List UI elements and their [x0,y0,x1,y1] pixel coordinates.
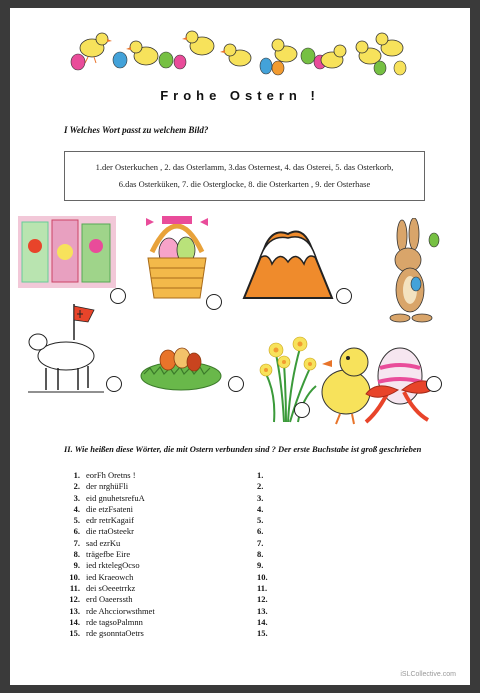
item-number: 5. [73,515,80,526]
list-item [64,526,264,537]
item-number: 6. [73,526,80,537]
answer-circle[interactable] [228,376,244,392]
list-item [64,515,264,526]
item-number: 13. [69,605,80,616]
answer-slot[interactable]: 8. [257,549,264,560]
item-number: 7. [73,537,80,548]
answer-circle[interactable] [336,288,352,304]
scrambled-word: die etzFsateni [86,503,133,514]
chick-icon [182,31,214,55]
answer-slot[interactable]: 4. [257,503,264,514]
item-number: 1. [73,470,80,480]
section1-question: I Welches Wort passt zu welchem Bild? [64,125,209,135]
word-list-line: 1.der Osterkuchen , 2. das Osterlamm, 3.das Osternest, 4. das Osterei, 5. das Osterkorb, [95,162,394,172]
scrambled-word: ied rktelegOcso [86,560,140,571]
item-number: 10. [69,571,80,582]
chick-icon [80,33,112,63]
word-list-line: 6.das Osterküken, 7. die Osterglocke, 8. die Osterkarten , 9. der Osterhase [118,179,371,189]
list-item [64,616,268,628]
scrambled-word: trägefbe Eire [86,549,131,560]
chick-icon [321,45,346,68]
nest-picture [136,336,226,394]
egg-icon [374,61,406,75]
answer-slot[interactable]: 13. [257,605,268,616]
scrambled-word: eid gnuhetsrefuA [86,492,145,503]
answer-circle[interactable] [110,288,126,304]
scrambled-word: rde tagsoPalmnn [86,616,143,627]
answer-slot[interactable]: 11. [257,582,268,593]
answer-slot[interactable]: 1. [257,470,264,480]
word-list-box [64,151,425,201]
worksheet-page [10,8,470,685]
scrambled-word: rde Ahcciorwsthmet [86,605,155,616]
answer-slot[interactable]: 14. [257,616,268,627]
egg-icon [159,52,186,69]
chick-icon [126,41,158,65]
scrambled-word: eorFh Oretns ! [86,470,136,480]
list-item [64,503,264,515]
item-number: 9. [73,560,80,571]
answer-slot[interactable]: 9. [257,560,264,571]
scrambled-word: edr retrKagaif [86,515,134,526]
scrambled-word: der nrghüFli [86,481,129,492]
answer-slot[interactable]: 10. [257,571,268,582]
list-item [64,605,268,617]
scrambled-word: erd Oaeerssth [86,594,133,605]
item-number: 8. [73,549,80,560]
scrambled-word: die rtaOsteekr [86,526,134,537]
section2-question: II. Wie heißen diese Wörter, die mit Ostern verbunden sind ? Der erste Buchstabe ist groß geschrieben [64,444,422,454]
list-item [64,571,268,583]
lamb-picture [24,300,108,398]
footer-watermark: iSLCollective.com [400,671,456,678]
item-number: 14. [69,616,80,627]
item-number: 2. [73,481,80,492]
answer-circle[interactable] [426,376,442,392]
chick-icon [272,39,297,62]
item-number: 12. [69,594,80,605]
scrambled-word: ied Kraeowch [86,571,134,582]
answer-slot[interactable]: 7. [257,537,264,548]
chick-icon [356,41,381,64]
cards-picture [18,216,116,288]
list-item [64,582,268,594]
answer-slot[interactable]: 15. [257,628,268,639]
answer-slot[interactable]: 6. [257,526,264,537]
easter-border-decoration [70,26,410,78]
item-number: 3. [73,492,80,503]
answer-slot[interactable]: 5. [257,515,264,526]
basket-picture [142,210,212,300]
answer-slot[interactable]: 12. [257,594,268,605]
list-item [64,549,264,560]
answer-circle[interactable] [206,294,222,310]
chick-icon [220,44,251,66]
list-item [64,470,264,481]
scrambled-word: sad ezrKu [86,537,121,548]
daffodil-picture [254,324,324,424]
item-number: 15. [69,628,80,639]
answer-slot[interactable]: 3. [257,492,264,503]
hare-picture [380,218,446,328]
list-item [64,537,264,549]
list-item [64,560,264,571]
answer-slot[interactable]: 2. [257,481,264,492]
answer-circle[interactable] [294,402,310,418]
list-item [64,628,268,639]
scrambled-word: dei sOeeetrrkz [86,582,136,593]
list-item [64,492,264,504]
page-title: Frohe Ostern ! [160,88,320,103]
scrambled-word: rde gsonntaOetrs [86,628,144,639]
item-number: 4. [73,503,80,514]
cake-picture [238,224,338,300]
item-number: 11. [69,582,80,593]
list-item [64,481,264,492]
answer-circle[interactable] [106,376,122,392]
scrambled-word-list [64,470,268,639]
list-item [64,594,268,605]
